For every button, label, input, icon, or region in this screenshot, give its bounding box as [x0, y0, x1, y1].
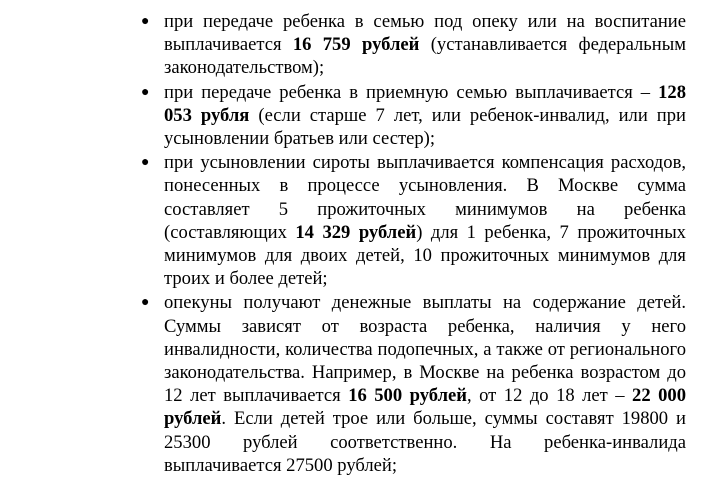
text-run: при передаче ребенка в приемную семью выплачивается –: [164, 81, 659, 103]
bullet-icon: ●: [141, 295, 150, 311]
bullet-icon: ●: [141, 84, 150, 100]
text-run: . Если детей трое или больше, суммы составят 19800 и 25300 рублей соответственно. На ребенка-инвалида выплачивается 27500 рублей;: [164, 408, 686, 476]
item-text: [164, 152, 686, 289]
text-run: (если старше 7 лет, или ребенок-инвалид, или при усыновлении братьев или сестер);: [164, 104, 686, 150]
text-run: ) для 1 ребенка, 7 прожиточных минимумов для двоих детей, 10 прожиточных минимумов для троих и более детей;: [164, 221, 686, 290]
list-item-adoption-compensation: [141, 151, 686, 290]
list-item-guardian-allowance: [141, 291, 686, 477]
text-run: (устанавливается федеральным законодательством);: [164, 34, 686, 79]
bold-amount: 16 759 рублей: [292, 34, 420, 56]
text-run: опекуны получают денежные выплаты на содержание детей. Суммы зависят от возраста ребенка, наличия у него инвалидности, количества подопечных, а также от регионального законодательства. Например, в Москве на ребенка возрастом до 12 лет выплачивается: [164, 292, 686, 407]
bold-amount: 16 500 рублей: [348, 385, 467, 407]
item-text: [164, 82, 686, 149]
text-run: , от 12 до 18 лет –: [467, 385, 633, 407]
list-item-guardianship-payment: [141, 10, 686, 80]
text-run: при усыновлении сироты выплачивается компенсация расходов, понесенных в процессе усыновления. В Москве сумма составляет 5 прожиточных минимумов на ребенка (составляющих: [164, 152, 686, 243]
bullet-icon: ●: [141, 155, 150, 171]
bold-amount: 22 000 рублей: [164, 385, 686, 430]
bold-amount: 128 053 рубля: [164, 81, 686, 126]
document-page: [0, 10, 716, 478]
list-item-foster-family-payment: [141, 81, 686, 151]
item-text: [164, 11, 686, 78]
payments-bullet-list: [0, 10, 716, 477]
text-run: при передаче ребенка в семью под опеку или на воспитание выплачивается: [164, 11, 686, 56]
item-text: [164, 292, 686, 475]
bullet-icon: ●: [141, 14, 150, 29]
bold-amount: 14 329 рублей: [295, 221, 417, 243]
